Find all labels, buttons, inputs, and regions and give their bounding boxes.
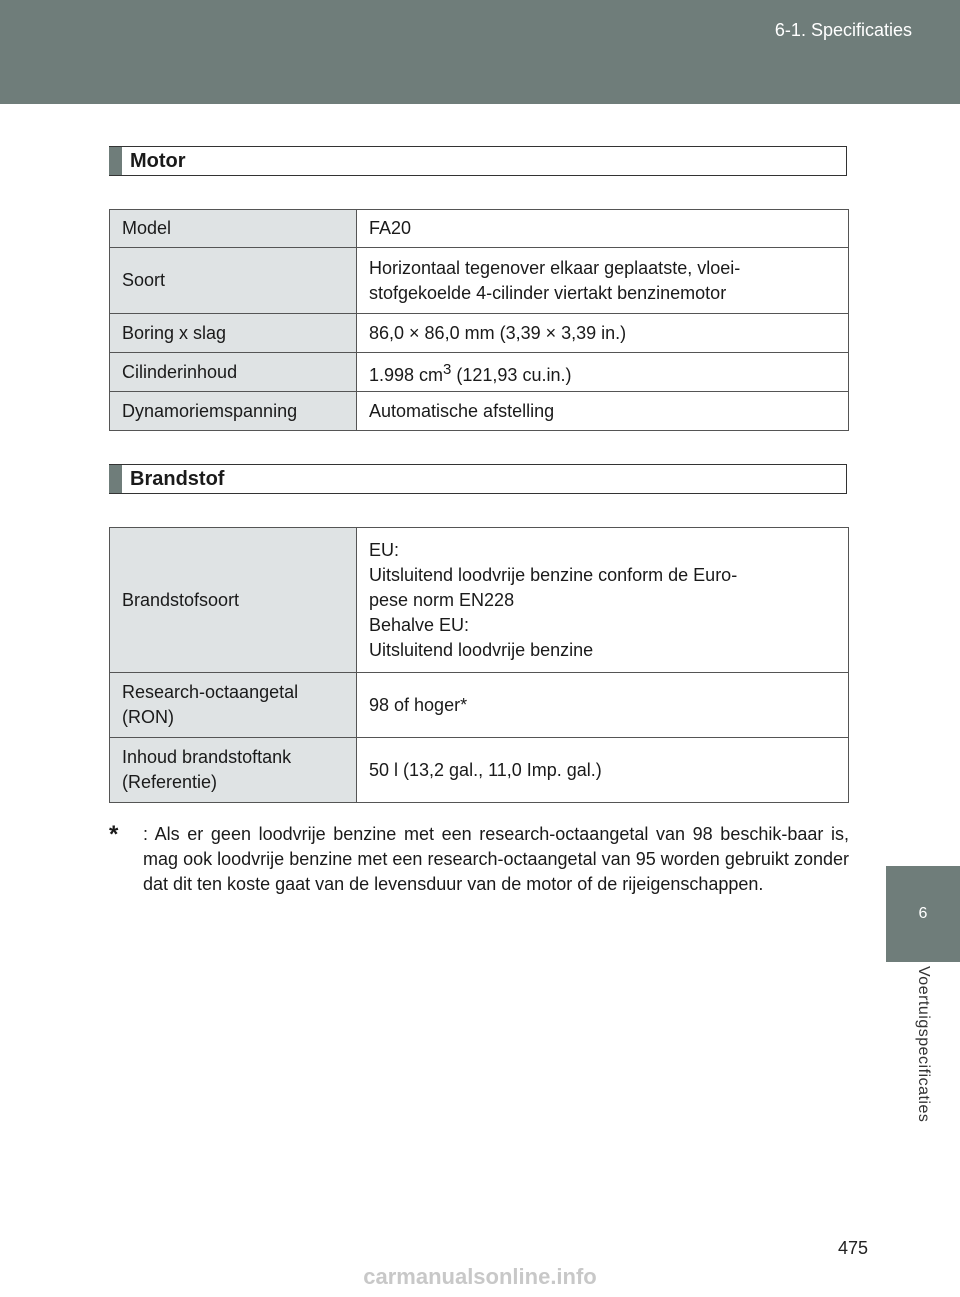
value-line: stofgekoelde 4-cilinder viertakt benzinemotor [369, 282, 727, 303]
table-row [110, 210, 849, 248]
fuel-table [109, 527, 849, 803]
row-label: Brandstofsoort [110, 528, 357, 673]
page-number: 475 [838, 1238, 869, 1258]
row-label [110, 673, 357, 738]
value-line: pese norm EN228 [369, 589, 515, 610]
row-value: 50 l (13,2 gal., 11,0 Imp. gal.) [357, 738, 849, 803]
row-value [357, 528, 849, 673]
value-line: EU: [369, 539, 400, 560]
table-row [110, 673, 849, 738]
footnote [109, 822, 849, 897]
row-value [357, 248, 849, 314]
motor-table [109, 209, 849, 431]
fuel-title: Brandstof [130, 467, 225, 490]
row-value: 86,0 × 86,0 mm (3,39 × 3,39 in.) [357, 314, 849, 353]
table-row [110, 528, 849, 673]
value-line: Uitsluitend loodvrije benzine conform de Euro- [369, 564, 738, 585]
heading-bar [109, 465, 122, 493]
table-row [110, 392, 849, 431]
value-superscript: 3 [443, 360, 452, 378]
table-row [110, 353, 849, 392]
chapter-label [886, 966, 960, 1196]
chapter-tab[interactable]: 6 [886, 866, 960, 962]
footnote-text: : Als er geen loodvrije benzine met een research-octaangetal van 98 beschik-baar is, mag ook loodvrije benzine met een research-octaangetal van 95 worden gebruikt zonder dat dit ten koste gaat van de levensduur van de motor of de rijeigenschappen. [143, 824, 849, 894]
row-value [357, 353, 849, 392]
row-label: Cilinderinhoud [110, 353, 357, 392]
heading-bar [109, 147, 122, 175]
table-row [110, 248, 849, 314]
label-line: (RON) [122, 707, 174, 727]
section-title: 6-1. Specificaties [774, 20, 912, 40]
fuel-heading [109, 464, 847, 494]
row-label: Soort [110, 248, 357, 314]
motor-heading [109, 146, 847, 176]
label-line: Inhoud brandstoftank [122, 747, 292, 767]
chapter-label-text: Voertuigspecificaties [915, 966, 932, 1123]
row-label: Boring x slag [110, 314, 357, 353]
motor-title: Motor [130, 149, 186, 172]
footnote-marker: * [109, 821, 119, 848]
row-value: Automatische afstelling [357, 392, 849, 431]
table-row [110, 738, 849, 803]
value-line: Horizontaal tegenover elkaar geplaatste, vloei- [369, 257, 741, 278]
value-line: Uitsluitend loodvrije benzine [369, 639, 594, 660]
value-line: Behalve EU: [369, 614, 470, 635]
row-value: 98 of hoger* [357, 673, 849, 738]
row-label: Model [110, 210, 357, 248]
value-main: 1.998 cm [369, 364, 444, 385]
row-value: FA20 [357, 210, 849, 248]
table-row [110, 314, 849, 353]
label-line: (Referentie) [122, 772, 218, 792]
value-tail: (121,93 cu.in.) [451, 364, 572, 385]
label-line: Research-octaangetal [122, 682, 299, 702]
row-label [110, 738, 357, 803]
watermark: carmanualsonline.info [363, 1264, 597, 1289]
header-band [0, 0, 960, 104]
row-label: Dynamoriemspanning [110, 392, 357, 431]
